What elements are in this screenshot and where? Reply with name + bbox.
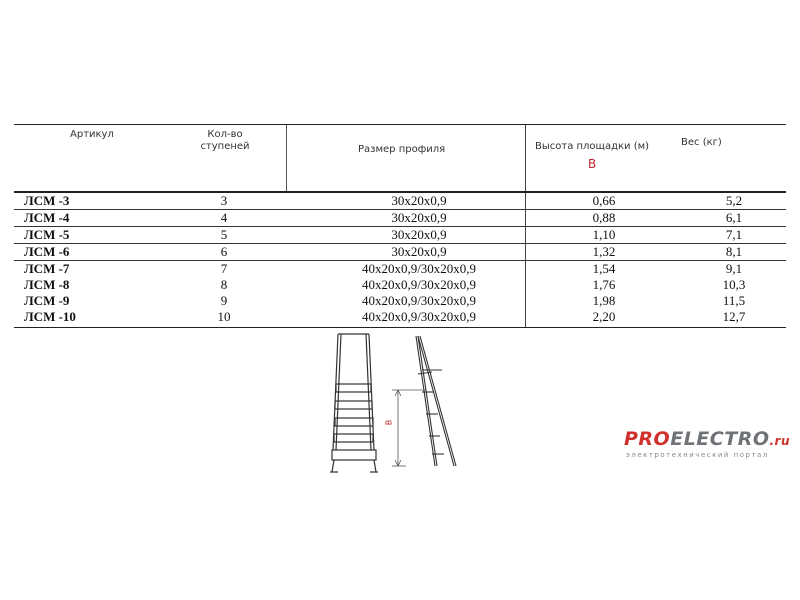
cell-profile: 30х20х0,9 bbox=[391, 244, 447, 259]
logo-subtitle: электротехнический портал bbox=[626, 451, 769, 459]
cell-steps: 4 bbox=[220, 210, 228, 225]
ladder-side-view bbox=[382, 332, 468, 472]
header-profile: Размер профиля bbox=[358, 144, 446, 155]
header-height-mark: В bbox=[588, 157, 597, 171]
cell-profile: 40х20х0,9/30х20х0,9 bbox=[361, 293, 477, 308]
cell-article: ЛСМ -8 bbox=[24, 277, 70, 292]
cell-weight: 9,1 bbox=[725, 261, 743, 276]
table-row bbox=[14, 293, 786, 309]
cell-profile: 40х20х0,9/30х20х0,9 bbox=[361, 309, 477, 324]
header-article: Артикул bbox=[70, 129, 114, 140]
spec-table bbox=[14, 124, 786, 328]
header-weight: Вес (кг) bbox=[681, 137, 722, 148]
cell-profile: 40х20х0,9/30х20х0,9 bbox=[361, 277, 477, 292]
cell-article: ЛСМ -10 bbox=[24, 309, 76, 324]
cell-steps: 10 bbox=[217, 309, 231, 324]
table-row bbox=[14, 309, 786, 325]
proelectro-logo bbox=[624, 428, 790, 450]
cell-height: 0,66 bbox=[592, 193, 616, 208]
cell-steps: 9 bbox=[220, 293, 228, 308]
header-height: Высота площадки (м) bbox=[535, 141, 650, 152]
cell-height: 2,20 bbox=[592, 309, 616, 324]
cell-article: ЛСМ -9 bbox=[24, 293, 70, 308]
table-row bbox=[14, 261, 786, 277]
cell-steps: 3 bbox=[220, 193, 228, 208]
logo-ru: .ru bbox=[769, 434, 791, 448]
cell-height: 1,98 bbox=[592, 293, 616, 308]
cell-height: 0,88 bbox=[592, 210, 616, 225]
cell-weight: 11,5 bbox=[722, 293, 746, 308]
cell-weight: 7,1 bbox=[725, 227, 743, 242]
header-divider bbox=[286, 125, 287, 191]
cell-profile: 30х20х0,9 bbox=[391, 227, 447, 242]
cell-steps: 7 bbox=[220, 261, 228, 276]
cell-article: ЛСМ -4 bbox=[24, 210, 70, 225]
ladder-front-view bbox=[326, 330, 382, 476]
cell-profile: 30х20х0,9 bbox=[391, 210, 447, 225]
cell-article: ЛСМ -7 bbox=[24, 261, 70, 276]
cell-article: ЛСМ -5 bbox=[24, 227, 70, 242]
cell-height: 1,54 bbox=[592, 261, 616, 276]
table-row bbox=[14, 277, 786, 293]
cell-weight: 10,3 bbox=[722, 277, 746, 292]
cell-weight: 6,1 bbox=[725, 210, 743, 225]
header-steps: Кол-во ступеней bbox=[200, 129, 250, 152]
cell-steps: 8 bbox=[220, 277, 228, 292]
cell-height: 1,10 bbox=[592, 227, 616, 242]
logo-electro: ELECTRO bbox=[670, 428, 770, 450]
cell-profile: 30х20х0,9 bbox=[391, 193, 447, 208]
cell-height: 1,32 bbox=[592, 244, 616, 259]
cell-profile: 40х20х0,9/30х20х0,9 bbox=[361, 261, 477, 276]
logo-pro: PRO bbox=[624, 428, 671, 450]
cell-height: 1,76 bbox=[592, 277, 616, 292]
table-row bbox=[14, 244, 786, 260]
table-row bbox=[14, 210, 786, 226]
cell-steps: 5 bbox=[220, 227, 228, 242]
cell-article: ЛСМ -6 bbox=[24, 244, 70, 259]
dimension-label: В bbox=[384, 419, 394, 426]
cell-weight: 12,7 bbox=[722, 309, 746, 324]
cell-article: ЛСМ -3 bbox=[24, 193, 70, 208]
cell-weight: 8,1 bbox=[725, 244, 743, 259]
cell-weight: 5,2 bbox=[725, 193, 743, 208]
cell-steps: 6 bbox=[220, 244, 228, 259]
table-row bbox=[14, 227, 786, 243]
table-row bbox=[14, 193, 786, 209]
